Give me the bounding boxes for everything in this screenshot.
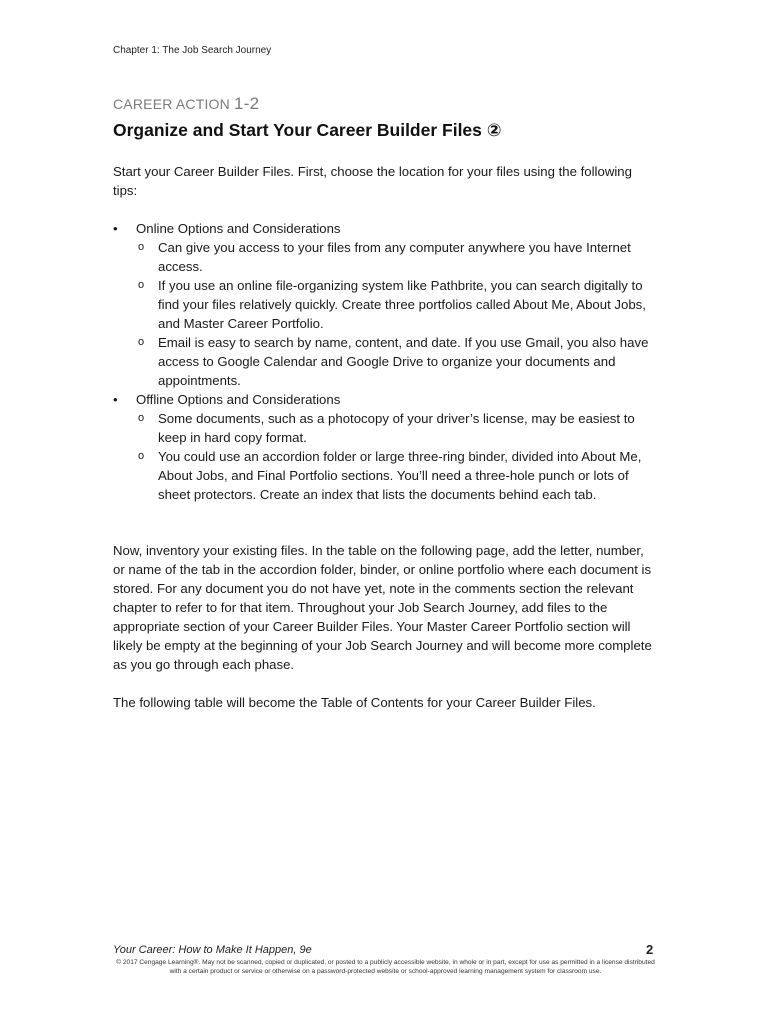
career-action-text: CAREER ACTION xyxy=(113,96,235,112)
career-action-title: Organize and Start Your Career Builder Files ② xyxy=(113,120,502,140)
sub-list-item-text: You could use an accordion folder or large three-ring binder, divided into About Me, About Jobs, and Final Portfolio sections. You’ll need a three-hole punch or lots of sheet protectors. Create an index that lists the documents behind each tab. xyxy=(158,449,642,502)
list-item-online xyxy=(113,219,658,238)
page-number: 2 xyxy=(646,942,654,957)
footer-book-title: Your Career: How to Make It Happen, 9e xyxy=(113,944,312,956)
copyright-notice: © 2017 Cengage Learning®. May not be scanned, copied or duplicated, or posted to a publicly accessible website, in whole or in part, except for use as permitted in a license distributed with a certain product or service or otherwise on a password-protected website or school-approved learning management system for classroom use. xyxy=(116,959,655,975)
sub-list-item xyxy=(113,276,658,333)
sub-list-item xyxy=(113,447,658,504)
sub-list-item xyxy=(113,238,658,276)
sub-list-item-text: Email is easy to search by name, content, and date. If you use Gmail, you also have access to Google Calendar and Google Drive to organize your documents and appointments. xyxy=(158,335,649,388)
list-item-label: Offline Options and Considerations xyxy=(136,392,341,407)
bullet-marker: • xyxy=(113,392,118,407)
inventory-paragraph: Now, inventory your existing files. In the table on the following page, add the letter, number, or name of the tab in the accordion folder, binder, or online portfolio where each document is stored. For any document you do not have yet, note in the comments section the relevant chapter to refer to for that item. Throughout your Job Search Journey, add files to the appropriate section of your Career Builder Files. Your Master Career Portfolio section will likely be empty at the beginning of your Job Search Journey and will become more complete as you go through each phase. xyxy=(113,543,652,672)
list-item-label: Online Options and Considerations xyxy=(136,221,341,236)
career-action-number: 1-2 xyxy=(234,94,260,113)
running-header: Chapter 1: The Job Search Journey xyxy=(113,45,272,56)
sub-list-item-text: Can give you access to your files from any computer anywhere you have Internet access. xyxy=(158,240,631,274)
sub-list-item xyxy=(113,333,658,390)
sub-bullet-marker: o xyxy=(138,412,145,424)
bullet-marker: • xyxy=(113,221,118,236)
sub-list-item-text: If you use an online file-organizing system like Pathbrite, you can search digitally to find your files relatively quickly. Create three portfolios called About Me, About Jobs, and Master Career Portfolio. xyxy=(158,278,646,331)
table-note-paragraph: The following table will become the Table of Contents for your Career Builder Files. xyxy=(113,695,596,710)
list-item-offline xyxy=(113,390,658,409)
sub-bullet-marker: o xyxy=(138,450,145,462)
sub-bullet-marker: o xyxy=(138,279,145,291)
intro-paragraph: Start your Career Builder Files. First, choose the location for your files using the following tips: xyxy=(113,164,632,198)
career-action-label xyxy=(113,94,259,114)
sub-bullet-marker: o xyxy=(138,241,145,253)
sub-list-item xyxy=(113,409,658,447)
sub-list-item-text: Some documents, such as a photocopy of your driver’s license, may be easiest to keep in hard copy format. xyxy=(158,411,635,445)
sub-bullet-marker: o xyxy=(138,336,145,348)
options-list xyxy=(113,219,658,504)
